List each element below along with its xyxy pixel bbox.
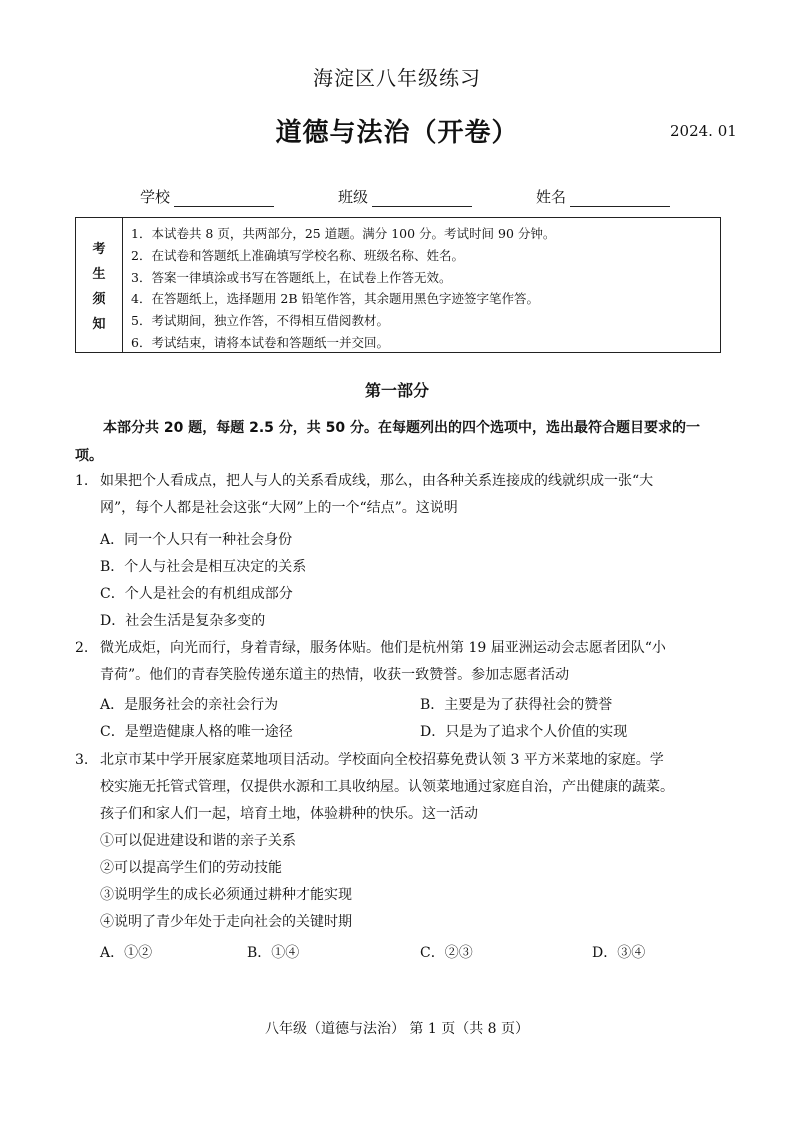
notice-item: 1．本试卷共 8 页，共两部分，25 道题。满分 100 分。考试时间 90 分钟。 — [131, 226, 556, 241]
question-line: 如果把个人看成点，把人与人的关系看成线，那么，由各种关系连接成的线就织成一张“大 — [100, 473, 654, 489]
question-3-statements — [100, 828, 725, 936]
class-field — [338, 186, 472, 207]
question-3-option-b: B．①④ — [247, 945, 300, 961]
page-footer: 八年级（道德与法治） 第 1 页（共 8 页） — [264, 1021, 530, 1037]
notice-label — [76, 218, 123, 352]
question-line: 北京市某中学开展家庭菜地项目活动。学校面向全校招募免费认领 3 平方米菜地的家庭。学 — [100, 752, 664, 768]
school-field — [140, 186, 274, 207]
name-blank — [570, 190, 670, 207]
question-line: 校实施无托管式管理，仅提供水源和工具收纳屋。认领菜地通过家庭自治，产出健康的蔬菜。 — [100, 779, 674, 795]
statement-item: ②可以提高学生们的劳动技能 — [100, 860, 282, 876]
name-label: 姓名 — [536, 188, 567, 206]
statement-item: ③说明学生的成长必须通过耕种才能实现 — [100, 887, 352, 903]
question-line: 青荷”。他们的青春笑脸传递东道主的热情，收获一致赞誉。参加志愿者活动 — [100, 667, 570, 683]
question-number: 2. — [75, 640, 89, 656]
section-title: 第一部分 — [364, 381, 429, 400]
notice-item: 2．在试卷和答题纸上准确填写学校名称、班级名称、姓名。 — [131, 247, 464, 263]
question-number: 1. — [75, 473, 89, 489]
question-3-option-d: D．③④ — [592, 945, 646, 961]
notice-item: 4．在答题纸上，选择题用 2B 铅笔作答，其余题用黑色字迹签字笔作答。 — [131, 291, 540, 307]
statement-item: ①可以促进建设和谐的亲子关系 — [100, 833, 296, 849]
question-1-option-a: A．同一个人只有一种社会身份 — [100, 532, 293, 548]
exam-title: 道德与法治（开卷） — [275, 118, 519, 148]
notice-list — [123, 218, 555, 352]
question-line: 孩子们和家人们一起，培育土地，体验耕种的快乐。这一活动 — [100, 806, 478, 822]
notice-label-char: 生 — [92, 267, 106, 282]
name-field — [536, 186, 670, 207]
question-1-option-b: B．个人与社会是相互决定的关系 — [100, 559, 307, 575]
section-intro: 本部分共 20 题，每题 2.5 分，共 50 分。在每题列出的四个选项中，选出最符合题目要求的一项。 — [75, 420, 701, 464]
district-heading: 海淀区八年级练习 — [313, 66, 481, 90]
statement-item: ④说明了青少年处于走向社会的关键时期 — [100, 914, 352, 930]
question-2-option-a: A．是服务社会的亲社会行为 — [100, 697, 279, 713]
notice-label-char: 须 — [92, 292, 106, 307]
question-1-option-c: C．个人是社会的有机组成部分 — [100, 586, 293, 602]
notice-item: 3．答案一律填涂或书写在答题纸上，在试卷上作答无效。 — [131, 269, 452, 285]
notice-item: 6．考试结束，请将本试卷和答题纸一并交回。 — [131, 334, 389, 350]
notice-box — [75, 217, 721, 353]
class-blank — [372, 190, 472, 207]
school-blank — [174, 190, 274, 207]
question-1-option-d: D．社会生活是复杂多变的 — [100, 613, 266, 629]
question-2-stem — [100, 635, 725, 689]
notice-label-char: 考 — [92, 242, 106, 257]
question-3-option-c: C．②③ — [420, 945, 473, 961]
question-3-stem — [100, 747, 725, 828]
question-number: 3. — [75, 752, 89, 768]
question-1-stem — [100, 468, 725, 522]
exam-date: 2024. 01 — [670, 122, 737, 140]
question-2-option-d: D．只是为了追求个人价值的实现 — [420, 724, 628, 740]
question-3-option-a: A．①② — [100, 945, 153, 961]
notice-label-char: 知 — [92, 317, 106, 332]
notice-item: 5．考试期间，独立作答，不得相互借阅教材。 — [131, 313, 389, 329]
question-2-option-c: C．是塑造健康人格的唯一途径 — [100, 724, 293, 740]
question-2-option-b: B．主要是为了获得社会的赞誉 — [420, 697, 613, 713]
school-label: 学校 — [140, 188, 171, 206]
question-line: 网”，每个人都是社会这张“大网”上的一个“结点”。这说明 — [100, 500, 458, 516]
question-line: 微光成炬，向光而行，身着青绿，服务体贴。他们是杭州第 19 届亚洲运动会志愿者团队“小 — [100, 640, 666, 656]
class-label: 班级 — [338, 188, 369, 206]
